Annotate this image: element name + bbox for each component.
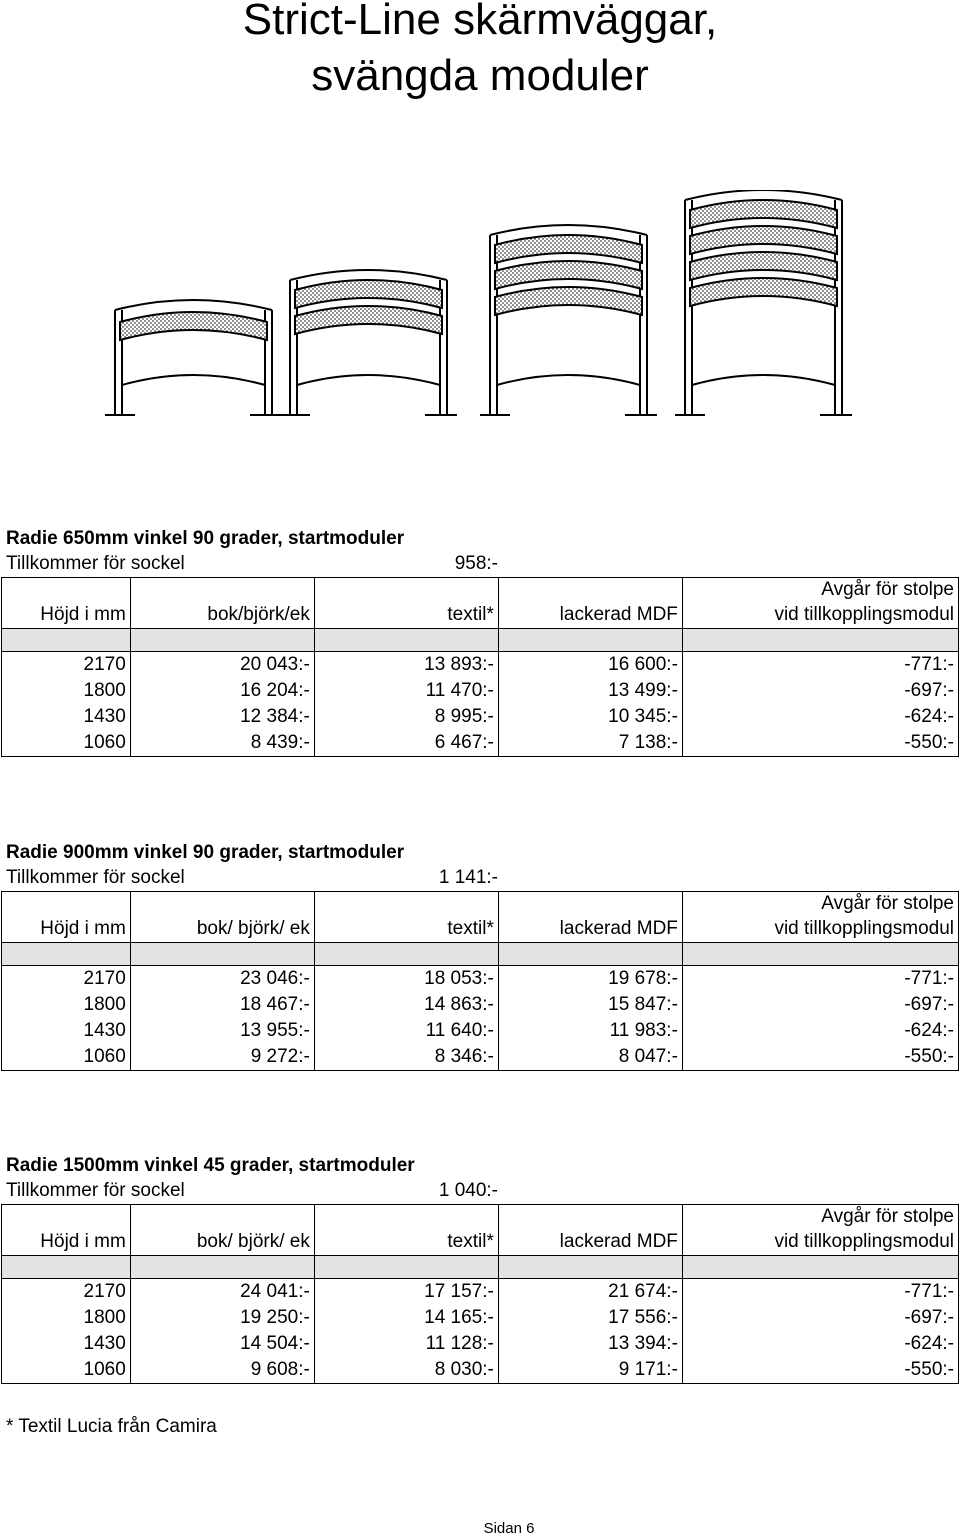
height-cell: 1430: [2, 1018, 131, 1044]
height-cell: 1060: [2, 1044, 131, 1071]
separator-cell: [498, 1256, 682, 1279]
separator-cell: [314, 629, 498, 652]
header-cell: textil*: [314, 916, 498, 943]
price-cell: -771:-: [682, 1279, 958, 1306]
separator-cell: [498, 943, 682, 966]
height-cell: 1430: [2, 1331, 131, 1357]
section-heading: Radie 1500mm vinkel 45 grader, startmoduler: [6, 1155, 415, 1176]
price-cell: 10 345:-: [498, 704, 682, 730]
header-cell: bok/björk/ek: [130, 602, 314, 629]
module-2170-drawing: [675, 190, 852, 415]
separator-cell: [2, 943, 131, 966]
price-cell: 18 053:-: [314, 966, 498, 993]
table-row: [2, 1357, 959, 1384]
separator-cell: [130, 943, 314, 966]
price-cell: -771:-: [682, 966, 958, 993]
price-cell: 8 030:-: [314, 1357, 498, 1384]
price-cell: 20 043:-: [130, 652, 314, 679]
price-cell: 16 204:-: [130, 678, 314, 704]
header-cell: [2, 578, 131, 603]
table-row: [2, 1305, 959, 1331]
price-cell: -550:-: [682, 1357, 958, 1384]
header-cell: vid tillkopplingsmodul: [682, 602, 958, 629]
price-cell: -550:-: [682, 730, 958, 757]
price-cell: 9 608:-: [130, 1357, 314, 1384]
price-cell: 7 138:-: [498, 730, 682, 757]
sockel-row: [0, 865, 960, 891]
price-cell: 14 165:-: [314, 1305, 498, 1331]
separator-cell: [498, 629, 682, 652]
header-cell: Höjd i mm: [2, 602, 131, 629]
header-cell: vid tillkopplingsmodul: [682, 1229, 958, 1256]
header-cell: [314, 1205, 498, 1230]
height-cell: 1060: [2, 730, 131, 757]
header-cell: [2, 1205, 131, 1230]
price-cell: -624:-: [682, 1018, 958, 1044]
header-cell: [130, 1205, 314, 1230]
sockel-row: [0, 1178, 960, 1204]
table-row: [2, 652, 959, 679]
price-cell: 9 171:-: [498, 1357, 682, 1384]
header-cell: bok/ björk/ ek: [130, 916, 314, 943]
section-radie-1500: [0, 1154, 960, 1384]
table-row: [2, 1018, 959, 1044]
separator-cell: [682, 1256, 958, 1279]
table-header-row-top: [2, 892, 959, 917]
height-cell: 2170: [2, 1279, 131, 1306]
header-cell: [2, 892, 131, 917]
header-cell: textil*: [314, 1229, 498, 1256]
price-cell: 6 467:-: [314, 730, 498, 757]
separator-cell: [2, 1256, 131, 1279]
module-1430-drawing: [280, 270, 457, 415]
price-cell: 21 674:-: [498, 1279, 682, 1306]
price-cell: 14 504:-: [130, 1331, 314, 1357]
price-cell: 8 439:-: [130, 730, 314, 757]
table-separator-row: [2, 629, 959, 652]
price-cell: -550:-: [682, 1044, 958, 1071]
price-cell: 24 041:-: [130, 1279, 314, 1306]
height-cell: 1800: [2, 1305, 131, 1331]
price-cell: 17 556:-: [498, 1305, 682, 1331]
header-cell: [498, 1205, 682, 1230]
header-cell: lackerad MDF: [498, 916, 682, 943]
table-row: [2, 1279, 959, 1306]
price-cell: 11 470:-: [314, 678, 498, 704]
table-row: [2, 1044, 959, 1071]
table-row: [2, 730, 959, 757]
header-cell: Avgår för stolpe: [682, 1205, 958, 1230]
price-cell: -697:-: [682, 1305, 958, 1331]
table-separator-row: [2, 1256, 959, 1279]
price-cell: 8 995:-: [314, 704, 498, 730]
separator-cell: [314, 1256, 498, 1279]
price-cell: 14 863:-: [314, 992, 498, 1018]
header-cell: [314, 578, 498, 603]
price-table: [1, 577, 959, 757]
price-cell: -771:-: [682, 652, 958, 679]
separator-cell: [2, 629, 131, 652]
price-table: [1, 1204, 959, 1384]
height-cell: 1430: [2, 704, 131, 730]
header-cell: [498, 892, 682, 917]
price-cell: 16 600:-: [498, 652, 682, 679]
price-cell: 11 640:-: [314, 1018, 498, 1044]
section-radie-650: [0, 527, 960, 757]
price-cell: 11 983:-: [498, 1018, 682, 1044]
price-cell: -697:-: [682, 678, 958, 704]
height-cell: 1800: [2, 678, 131, 704]
sockel-label: Tillkommer för sockel: [6, 867, 185, 888]
price-cell: 19 250:-: [130, 1305, 314, 1331]
height-cell: 1060: [2, 1357, 131, 1384]
price-cell: 11 128:-: [314, 1331, 498, 1357]
table-header-row: [2, 1229, 959, 1256]
table-row: [2, 992, 959, 1018]
page-title-line-2: svängda moduler: [311, 51, 649, 100]
header-cell: [130, 578, 314, 603]
price-cell: 19 678:-: [498, 966, 682, 993]
separator-cell: [130, 1256, 314, 1279]
header-cell: Höjd i mm: [2, 1229, 131, 1256]
section-heading: Radie 650mm vinkel 90 grader, startmoduler: [6, 528, 405, 549]
price-cell: 9 272:-: [130, 1044, 314, 1071]
table-separator-row: [2, 943, 959, 966]
price-cell: 17 157:-: [314, 1279, 498, 1306]
header-cell: Avgår för stolpe: [682, 578, 958, 603]
table-row: [2, 966, 959, 993]
separator-cell: [682, 629, 958, 652]
price-cell: 12 384:-: [130, 704, 314, 730]
header-cell: lackerad MDF: [498, 602, 682, 629]
header-cell: Höjd i mm: [2, 916, 131, 943]
table-row: [2, 678, 959, 704]
page-title-line-1: Strict-Line skärmväggar,: [242, 0, 718, 44]
price-cell: 13 499:-: [498, 678, 682, 704]
header-cell: [130, 892, 314, 917]
sockel-row: [0, 551, 960, 577]
module-1060-drawing: [105, 300, 282, 415]
sockel-value: 1 040:-: [438, 1180, 498, 1201]
page-title: [0, 0, 960, 104]
price-cell: 15 847:-: [498, 992, 682, 1018]
sockel-label: Tillkommer för sockel: [6, 1180, 185, 1201]
header-cell: lackerad MDF: [498, 1229, 682, 1256]
header-cell: [498, 578, 682, 603]
footnote: * Textil Lucia från Camira: [6, 1416, 217, 1437]
height-cell: 2170: [2, 966, 131, 993]
module-1800-drawing: [480, 225, 657, 415]
price-cell: -697:-: [682, 992, 958, 1018]
header-cell: bok/ björk/ ek: [130, 1229, 314, 1256]
section-heading: Radie 900mm vinkel 90 grader, startmoduler: [6, 842, 405, 863]
price-cell: 8 047:-: [498, 1044, 682, 1071]
price-cell: 13 893:-: [314, 652, 498, 679]
header-cell: [314, 892, 498, 917]
screen-wall-illustration: [90, 190, 880, 430]
page-number: Sidan 6: [483, 1520, 535, 1537]
separator-cell: [130, 629, 314, 652]
section-radie-900: [0, 841, 960, 1071]
header-cell: textil*: [314, 602, 498, 629]
table-row: [2, 1331, 959, 1357]
height-cell: 1800: [2, 992, 131, 1018]
table-header-row-top: [2, 1205, 959, 1230]
price-cell: -624:-: [682, 1331, 958, 1357]
price-cell: 23 046:-: [130, 966, 314, 993]
table-header-row-top: [2, 578, 959, 603]
table-header-row: [2, 916, 959, 943]
price-table: [1, 891, 959, 1071]
price-cell: -624:-: [682, 704, 958, 730]
header-cell: vid tillkopplingsmodul: [682, 916, 958, 943]
separator-cell: [682, 943, 958, 966]
sockel-value: 1 141:-: [438, 867, 498, 888]
separator-cell: [314, 943, 498, 966]
table-header-row: [2, 602, 959, 629]
sockel-value: 958:-: [454, 553, 498, 574]
sockel-label: Tillkommer för sockel: [6, 553, 185, 574]
table-row: [2, 704, 959, 730]
price-cell: 13 955:-: [130, 1018, 314, 1044]
price-cell: 13 394:-: [498, 1331, 682, 1357]
price-cell: 18 467:-: [130, 992, 314, 1018]
height-cell: 2170: [2, 652, 131, 679]
price-cell: 8 346:-: [314, 1044, 498, 1071]
header-cell: Avgår för stolpe: [682, 892, 958, 917]
